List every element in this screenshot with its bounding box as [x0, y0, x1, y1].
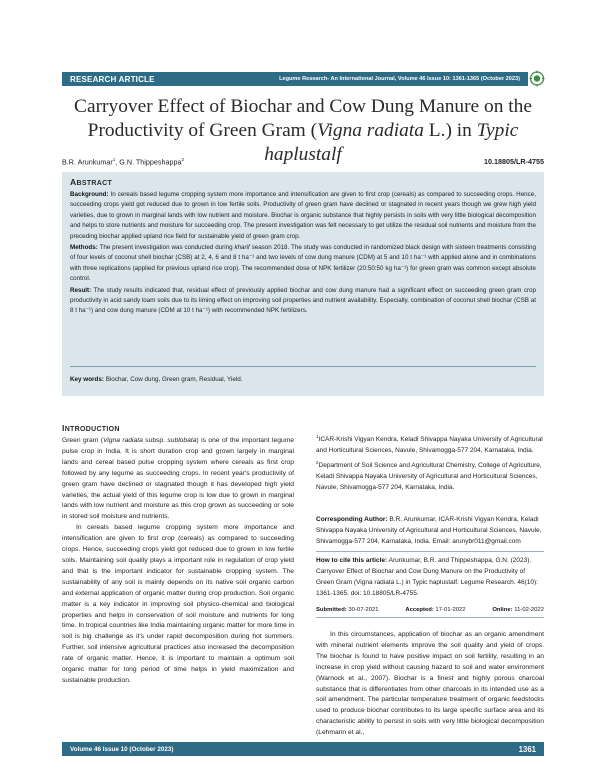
accepted-label: Accepted:	[405, 607, 434, 613]
abstract-heading	[70, 177, 536, 187]
submitted-date	[316, 607, 379, 613]
abstract-methods	[70, 243, 536, 285]
keywords-text: Biochar, Cow dung, Green gram, Residual, Yield.	[103, 376, 243, 383]
right-column-body: In this circumstances, application of biochar as an organic amendment with mineral nutrient elements improve the soil quality and yield of crops. The biochar is found to have positive impact on soil fertility, resulting in an increase in crop yield without causing hazard to soil and water environment (Warnock et al., 2007). Biochar is a finest and highly porous charcoal substance that is differentiates from other charcoals in its intended use as a soil amendment. The particular temperature treatment of organic feedstocks used to produce biochar contributes to its large specific surface area and its characteristic ability to persist in soils with very little biological decomposition (Lehmann et al.,	[316, 631, 544, 737]
intro-p1-species: Vigna radiata	[102, 437, 143, 444]
background-text: In cereals based legume cropping system more importance and intensification are given to first crop (cereals) as compared to succeeding crops. Hence, succeeding crops yield got reduced due to grown in low fertile soils. Productivity of green gram have declined or stagnated in recent years though we grew high yield varieties, due to grown in marginal lands with low nutrient and moisture. Biochar is organic substance that highly persists in soils with very little biological decomposition and helps to store nutrients and moisture for succeeding crop. The present investigation was felt necessary to get utilize the residual soil nutrients and moisture from the preceding biochar applied upland rice field for sustainable yield of green gram crop.	[70, 191, 536, 240]
author-1-affiliation: 1	[112, 157, 116, 162]
affiliation-1-text: ICAR-Krishi Vigyan Kendra, Keladi Shivappa Nayaka University of Agricultural and Horticultural Sciences, Navule, Shivamogga-577 204, Karnataka, India.	[316, 436, 543, 455]
article-dates	[316, 607, 544, 613]
how-to-cite	[316, 556, 544, 600]
aff-divider	[316, 551, 544, 552]
affiliation-2-mark: 2	[316, 459, 319, 465]
methods-kharif: kharif	[234, 244, 250, 252]
intro-paragraph-1	[62, 436, 294, 523]
abstract-heading-rest: BSTRACT	[76, 180, 113, 187]
intro-paragraph-2: In cereals based legume cropping system more importance and intensification are given to first crop (cereals) as compared to succeeding crops. Hence, succeeding crops yield got reduced due to grown in low fertile soils. Maintaining soil quality plays a important role in regulation of crop yield and that is the important indicator for sustainable cropping system. The sustainability of any soil is mainly depends on its native soil organic carbon and external application of organic matter during crop production. Soil organic matter is a key indicator in improving soil physico-chemical and biological properties and helps in conservation of soil moisture and nutrients for long time. In tropical countries like India maintaining organic matter for more time in soil is big challenge as it's under rapid decomposition during hot summers. Further, soil intensive agricultural practices also increased the decomposition rate of organic matter. Hence, it is important to maintain a optimum soil organic matter for long period of time helps in yield maximization and sustainable production.	[62, 524, 294, 684]
author-2-affiliation: 2	[181, 157, 184, 162]
online-value: 11-02-2022	[512, 607, 544, 613]
corresponding-author	[316, 515, 544, 548]
online-date	[492, 607, 544, 613]
dates-divider	[316, 617, 544, 618]
introduction-heading-rest: NTRODUCTION	[64, 426, 120, 433]
accepted-date	[405, 607, 465, 613]
affiliation-2-text: Department of Soil Science and Agricultural Chemistry, College of Agriculture, Keladi Shivappa Nayaka University of Agricultural and Horticultural Sciences, Navule, Shivamogga-577 204, Karnataka, India.	[316, 462, 542, 491]
affiliation-1-mark: 1	[316, 434, 319, 439]
methods-text-b: season 2018. The study was conducted in randomized black design with sixteen treatments consisting of four levels of coconut shell biochar (CSB) at 2, 4, 6 and 8 t ha⁻¹ and two levels of cow dung manure (CDM) at 5 and 10 t ha⁻¹ with applied alone and in combinations with three replications (applied for previous upland rice crop). The recommended dose of NPK fertilizer (20:50:50 kg ha⁻¹) for green gram was common except absolute control.	[70, 244, 536, 283]
footer-volume: Volume 46 Issue 10 (October 2023)	[70, 745, 174, 753]
doi[interactable]: 10.18805/LR-4755	[484, 157, 544, 166]
background-label: Background:	[70, 191, 109, 198]
intro-p1-subspecies: sublobata	[167, 437, 197, 444]
abstract-divider	[70, 366, 536, 367]
author-2: , G.N. Thippeshappa	[115, 157, 182, 167]
header-bar	[62, 72, 528, 86]
introduction-body	[62, 436, 294, 687]
article-type-tag: RESEARCH ARTICLE	[70, 74, 155, 84]
page-number: 1361	[518, 744, 536, 754]
title-species: Vigna radiata	[317, 120, 424, 141]
affiliation-2	[316, 458, 544, 494]
affiliations	[316, 432, 544, 495]
author-list	[62, 157, 184, 166]
title-part-2: L.) in	[423, 120, 477, 141]
keywords	[70, 376, 243, 383]
journal-citation: Legume Research- An International Journal, Volume 46 Issue 10: 1361-1365 (October 2023)	[279, 76, 520, 82]
journal-logo-icon	[529, 70, 545, 87]
abstract-result	[70, 286, 536, 317]
intro-p1-a: Green gram (	[62, 437, 103, 444]
corresponding-text: B.R. Arunkumar, ICAR-Krishi Vigyan Kendra, Keladi Shivappa Nayaka University of Agricultural and Horticultural Sciences, Navule, Shivamogga-577 204, Karnataka, India. Email: arunybr011@gmail.com	[316, 516, 542, 545]
accepted-value: 17-01-2022	[433, 607, 466, 613]
footer-bar	[62, 742, 544, 756]
submitted-label: Submitted:	[316, 607, 347, 613]
introduction-heading-initial: I	[62, 423, 65, 433]
author-1: B.R. Arunkumar	[62, 157, 113, 167]
title-part-1: Carryover Effect of Biochar and Cow Dung Manure on the Productivity of Green Gram (	[74, 96, 532, 141]
result-text: The study results indicated that, residual effect of previously applied biochar and cow dung manure had a significant effect on succeeding green gram crop productivity in acid sandy loam soils due to its liming effect on improving soil properties and nutrient availability. Especially, combination of coconut shell biochar (CSB at 8 t ha⁻¹) and cow dung manure (CDM at 10 t ha⁻¹) with recommended NPK fertilizers.	[70, 286, 536, 315]
intro-p1-c: ) is one of the important legume pulse crop in India. It is short duration crop and grown largely in marginal lands and cereal based pulse cropping system where cereals as first crop followed by any legume as succeeding crops. In recent year's productivity of green gram have declined or stagnated though it has developed high yield varieties, the actual yield of this legume crop is low due to grown in marginal lands with low nutrient and moisture as this crop grown as succeeding or sole in stored soil moisture and nutrients.	[62, 437, 294, 521]
submitted-value: 30-07-2021	[346, 607, 379, 613]
methods-label: Methods:	[70, 244, 98, 252]
intro-p1-b: subsp.	[142, 437, 168, 444]
cite-label: How to cite this article:	[316, 557, 388, 564]
methods-text-a: The present investigation was conducted during	[97, 244, 235, 252]
corresponding-label: Corresponding Author:	[316, 516, 388, 523]
abstract-heading-initial: A	[70, 177, 77, 187]
abstract-background	[70, 190, 536, 242]
affiliation-1	[316, 432, 544, 457]
result-label: Result:	[70, 286, 92, 294]
title-soil: Typic haplustalf	[264, 120, 519, 165]
online-label: Online:	[492, 607, 513, 613]
keywords-label: Key words:	[70, 376, 104, 383]
cite-text: Arunkumar, B.R. and Thippeshappa, G.N. (2023). Carryover Effect of Biochar and Cow Dung Manure on the Productivity of Green Gram (Vigna radiata L.) in Typic haplustalf. Legume Research. 46(10): 1361-1365. doi: 10.18805/LR-4755.	[316, 557, 538, 597]
introduction-heading	[62, 423, 120, 433]
abstract-box	[62, 172, 544, 396]
